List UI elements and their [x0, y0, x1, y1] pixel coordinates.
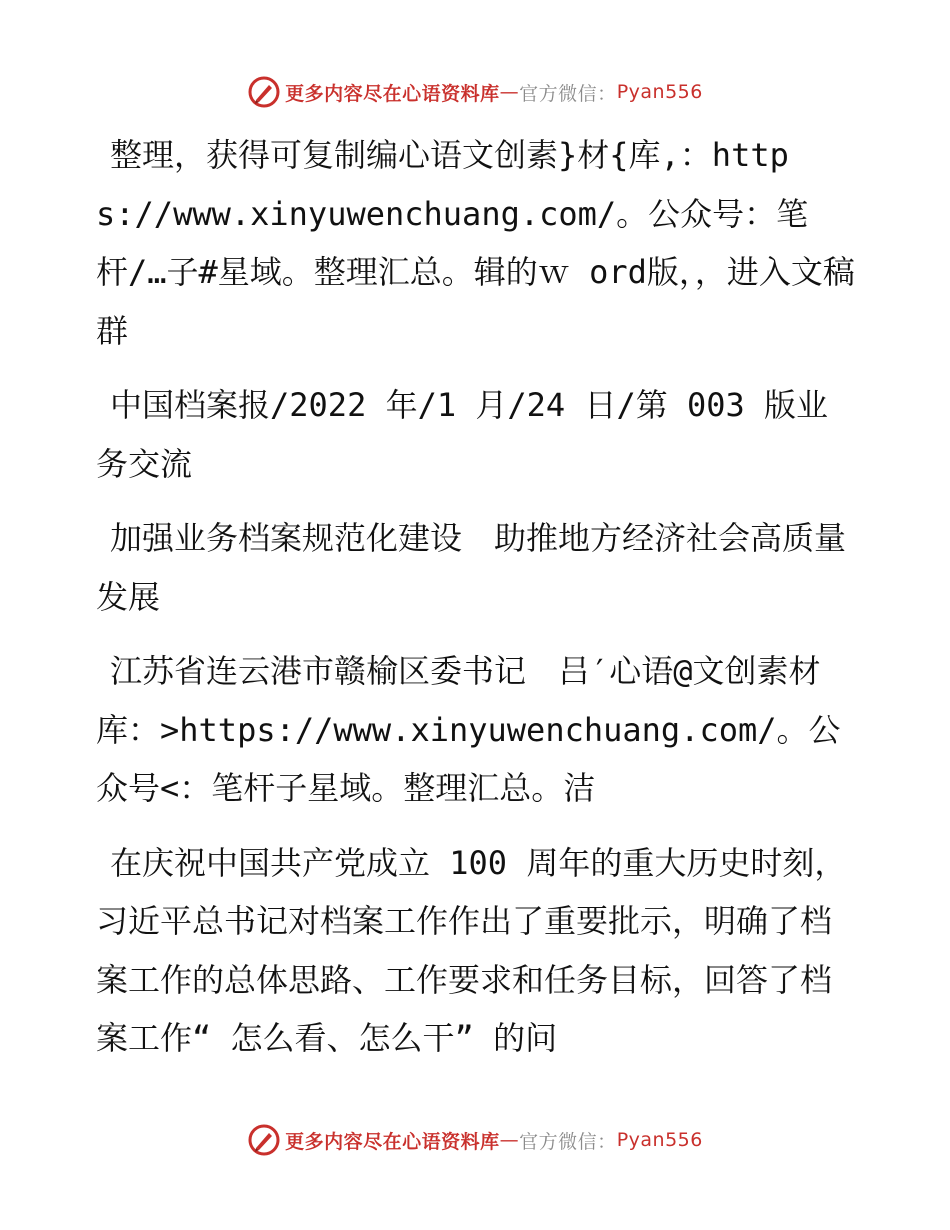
- footer-promo-text: 更多内容尽在心语资料库: [285, 1130, 500, 1153]
- footer-banner: [0, 1120, 950, 1160]
- footer-dash: —: [499, 1129, 520, 1151]
- pen-logo-icon: [247, 75, 281, 109]
- header-wechat-id: Pyan556: [616, 81, 703, 103]
- header-banner: [0, 72, 950, 112]
- document-body: [96, 126, 863, 1084]
- paragraph-1: 整理，获得可复制编心语文创素}材{库,：https://www.xinyuwenchuang.com/。公众号：笔杆/…子#星域。整理汇总。辑的ｗ ord版，，进入文稿群: [96, 136, 855, 350]
- footer-wechat-label: 官方微信：: [519, 1130, 617, 1153]
- header-dash: —: [499, 81, 520, 103]
- paragraph-2: 中国档案报/2022 年/1 月/24 日/第 003 版业务交流: [96, 386, 829, 483]
- header-wechat-label: 官方微信：: [519, 82, 617, 105]
- paragraph-3: 加强业务档案规范化建设 助推地方经济社会高质量发展: [96, 519, 847, 616]
- paragraph-4: 江苏省连云港市赣榆区委书记 吕′心语@文创素材库：>https://www.xinyuwenchuang.com/。公众号<：笔杆子星域。整理汇总。洁: [96, 652, 841, 807]
- paragraph-5: 在庆祝中国共产党成立 100 周年的重大历史时刻， 习近平总书记对档案工作作出了重要批示，明确了档案工作的总体思路、工作要求和任务目标，回答了档案工作“ 怎么看、怎么干” 的问: [96, 843, 863, 1057]
- header-promo-text: 更多内容尽在心语资料库: [285, 82, 500, 105]
- pen-logo-icon: [247, 1123, 281, 1157]
- footer-wechat-id: Pyan556: [616, 1129, 703, 1151]
